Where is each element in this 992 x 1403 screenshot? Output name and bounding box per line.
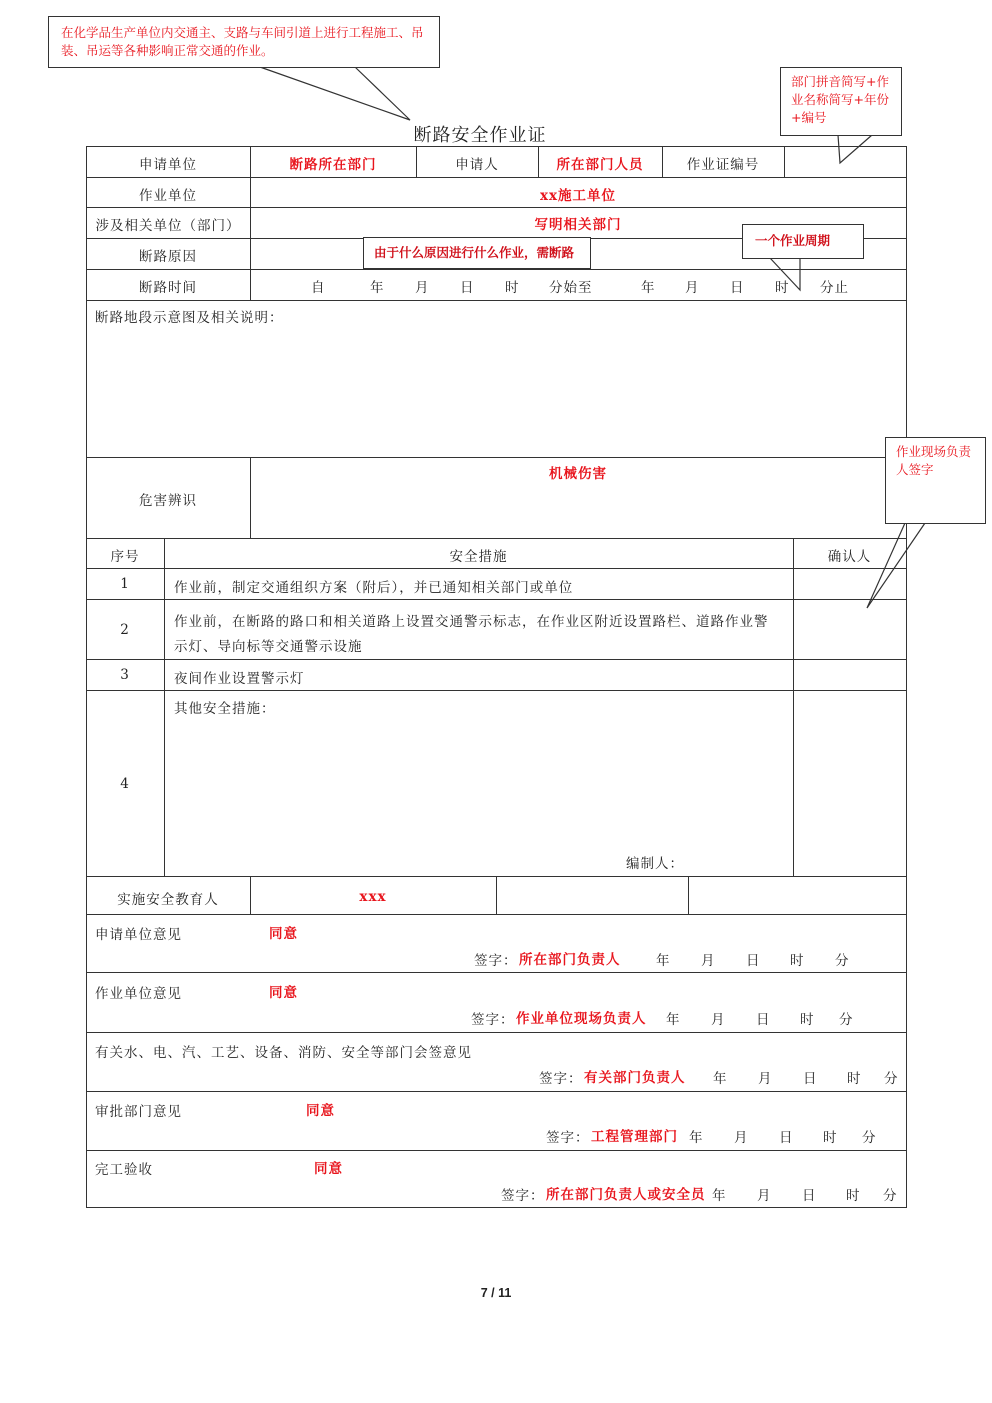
work-unit-value[interactable]: xx施工单位: [539, 188, 617, 204]
sign-label: 签字：: [501, 1188, 545, 1204]
measure-text: 示灯、导向标等交通警示设施: [174, 639, 363, 655]
date-unit: 月: [701, 953, 716, 969]
opinion-label: 审批部门意见: [95, 1104, 182, 1120]
time-part: 年: [641, 280, 656, 296]
permit-number-label: 作业证编号: [686, 157, 760, 173]
opinion-verdict[interactable]: 同意: [306, 1103, 335, 1119]
date-unit: 日: [803, 1071, 818, 1087]
diagram-label: 断路地段示意图及相关说明：: [95, 310, 284, 326]
time-part: 年: [370, 280, 385, 296]
signer-name[interactable]: 有关部门负责人: [584, 1070, 686, 1086]
time-part: 时: [775, 280, 790, 296]
work-unit-label: 作业单位: [139, 188, 197, 204]
signer-name[interactable]: 所在部门负责人: [519, 952, 621, 968]
date-unit: 分: [862, 1130, 877, 1146]
callout-permit-number-note: 部门拼音简写+作业名称简写+年份+编号: [780, 67, 902, 136]
applicant-label: 申请人: [455, 157, 499, 173]
related-unit-label: 涉及相关单位（部门）: [95, 218, 241, 234]
date-unit: 分: [835, 953, 850, 969]
time-label: 断路时间: [139, 280, 197, 296]
date-unit: 月: [758, 1071, 773, 1087]
date-unit: 时: [823, 1130, 838, 1146]
time-part: 月: [415, 280, 430, 296]
callout-reason-note: 由于什么原因进行什么作业，需断路: [363, 237, 591, 269]
date-unit: 时: [790, 953, 805, 969]
measures-header: 安全措施: [449, 549, 508, 565]
measure-no: 4: [120, 776, 130, 792]
related-unit-value[interactable]: 写明相关部门: [534, 217, 622, 233]
apply-unit-label: 申请单位: [139, 157, 197, 173]
measure-no: 3: [120, 667, 130, 683]
hazard-value[interactable]: 机械伤害: [549, 466, 607, 482]
callout-signer-note: 作业现场负责人签字: [885, 437, 986, 524]
page-number: 7 / 11: [480, 1286, 512, 1300]
measure-no: 1: [120, 576, 130, 592]
callout-pointer-period: [770, 258, 800, 290]
opinion-verdict[interactable]: 同意: [269, 926, 298, 942]
opinion-verdict[interactable]: 同意: [269, 985, 298, 1001]
date-unit: 时: [800, 1012, 815, 1028]
hazard-label: 危害辨识: [139, 493, 197, 509]
opinion-verdict[interactable]: 同意: [314, 1161, 343, 1177]
date-unit: 日: [802, 1188, 817, 1204]
date-unit: 分: [884, 1071, 899, 1087]
educator-label: 实施安全教育人: [117, 892, 219, 908]
measure-no: 2: [120, 622, 130, 638]
opinion-label: 申请单位意见: [95, 927, 182, 943]
date-unit: 日: [746, 953, 761, 969]
callout-period-note: 一个作业周期: [742, 224, 864, 259]
reason-label: 断路原因: [139, 249, 197, 265]
measure-text: 作业前，制定交通组织方案（附后），并已通知相关部门或单位: [174, 580, 574, 596]
date-unit: 分: [839, 1012, 854, 1028]
date-unit: 年: [713, 1071, 728, 1087]
date-unit: 年: [666, 1012, 681, 1028]
date-unit: 年: [712, 1188, 727, 1204]
time-part: 自: [311, 280, 326, 296]
signer-name[interactable]: 作业单位现场负责人: [516, 1011, 647, 1027]
signer-name[interactable]: 工程管理部门: [591, 1129, 678, 1145]
time-part: 时: [505, 280, 520, 296]
time-part: 日: [730, 280, 745, 296]
permit-title: 断路安全作业证: [413, 125, 547, 146]
time-part: 月: [685, 280, 700, 296]
date-unit: 年: [656, 953, 671, 969]
callout-pointer-top-left: [260, 67, 410, 120]
date-unit: 年: [689, 1130, 704, 1146]
opinion-label: 完工验收: [95, 1162, 153, 1178]
date-unit: 日: [779, 1130, 794, 1146]
apply-unit-value[interactable]: 断路所在部门: [289, 157, 377, 173]
applicant-value[interactable]: 所在部门人员: [556, 157, 644, 173]
opinion-label: 作业单位意见: [95, 986, 182, 1002]
sign-label: 签字：: [546, 1130, 590, 1146]
time-part: 分止: [820, 280, 849, 296]
sign-label: 签字：: [474, 953, 518, 969]
opinion-label: 有关水、电、汽、工艺、设备、消防、安全等部门会签意见: [95, 1045, 472, 1061]
time-part: 日: [460, 280, 475, 296]
measure-text: 作业前，在断路的路口和相关道路上设置交通警示标志，在作业区附近设置路栏、道路作业警: [174, 614, 769, 630]
date-unit: 日: [756, 1012, 771, 1028]
date-unit: 时: [847, 1071, 862, 1087]
callout-scope-note: 在化学品生产单位内交通主、支路与车间引道上进行工程施工、吊装、吊运等各种影响正常交通的作业。: [48, 16, 440, 68]
measure-text: 夜间作业设置警示灯: [174, 671, 305, 687]
time-part: 分始至: [549, 280, 593, 296]
sign-label: 签字：: [471, 1012, 515, 1028]
compiler-label: 编制人：: [626, 856, 684, 872]
signer-name[interactable]: 所在部门负责人或安全员: [546, 1187, 706, 1203]
date-unit: 月: [757, 1188, 772, 1204]
confirm-header: 确认人: [827, 549, 872, 565]
measures-no-header: 序号: [110, 549, 140, 565]
date-unit: 月: [734, 1130, 749, 1146]
sign-label: 签字：: [539, 1071, 583, 1087]
date-unit: 时: [846, 1188, 861, 1204]
callout-pointer-signer: [867, 523, 925, 608]
educator-value[interactable]: xxx: [359, 889, 387, 905]
date-unit: 分: [883, 1188, 898, 1204]
date-unit: 月: [711, 1012, 726, 1028]
measure-text: 其他安全措施：: [174, 701, 276, 717]
callout-pointer-top-right: [838, 135, 872, 163]
